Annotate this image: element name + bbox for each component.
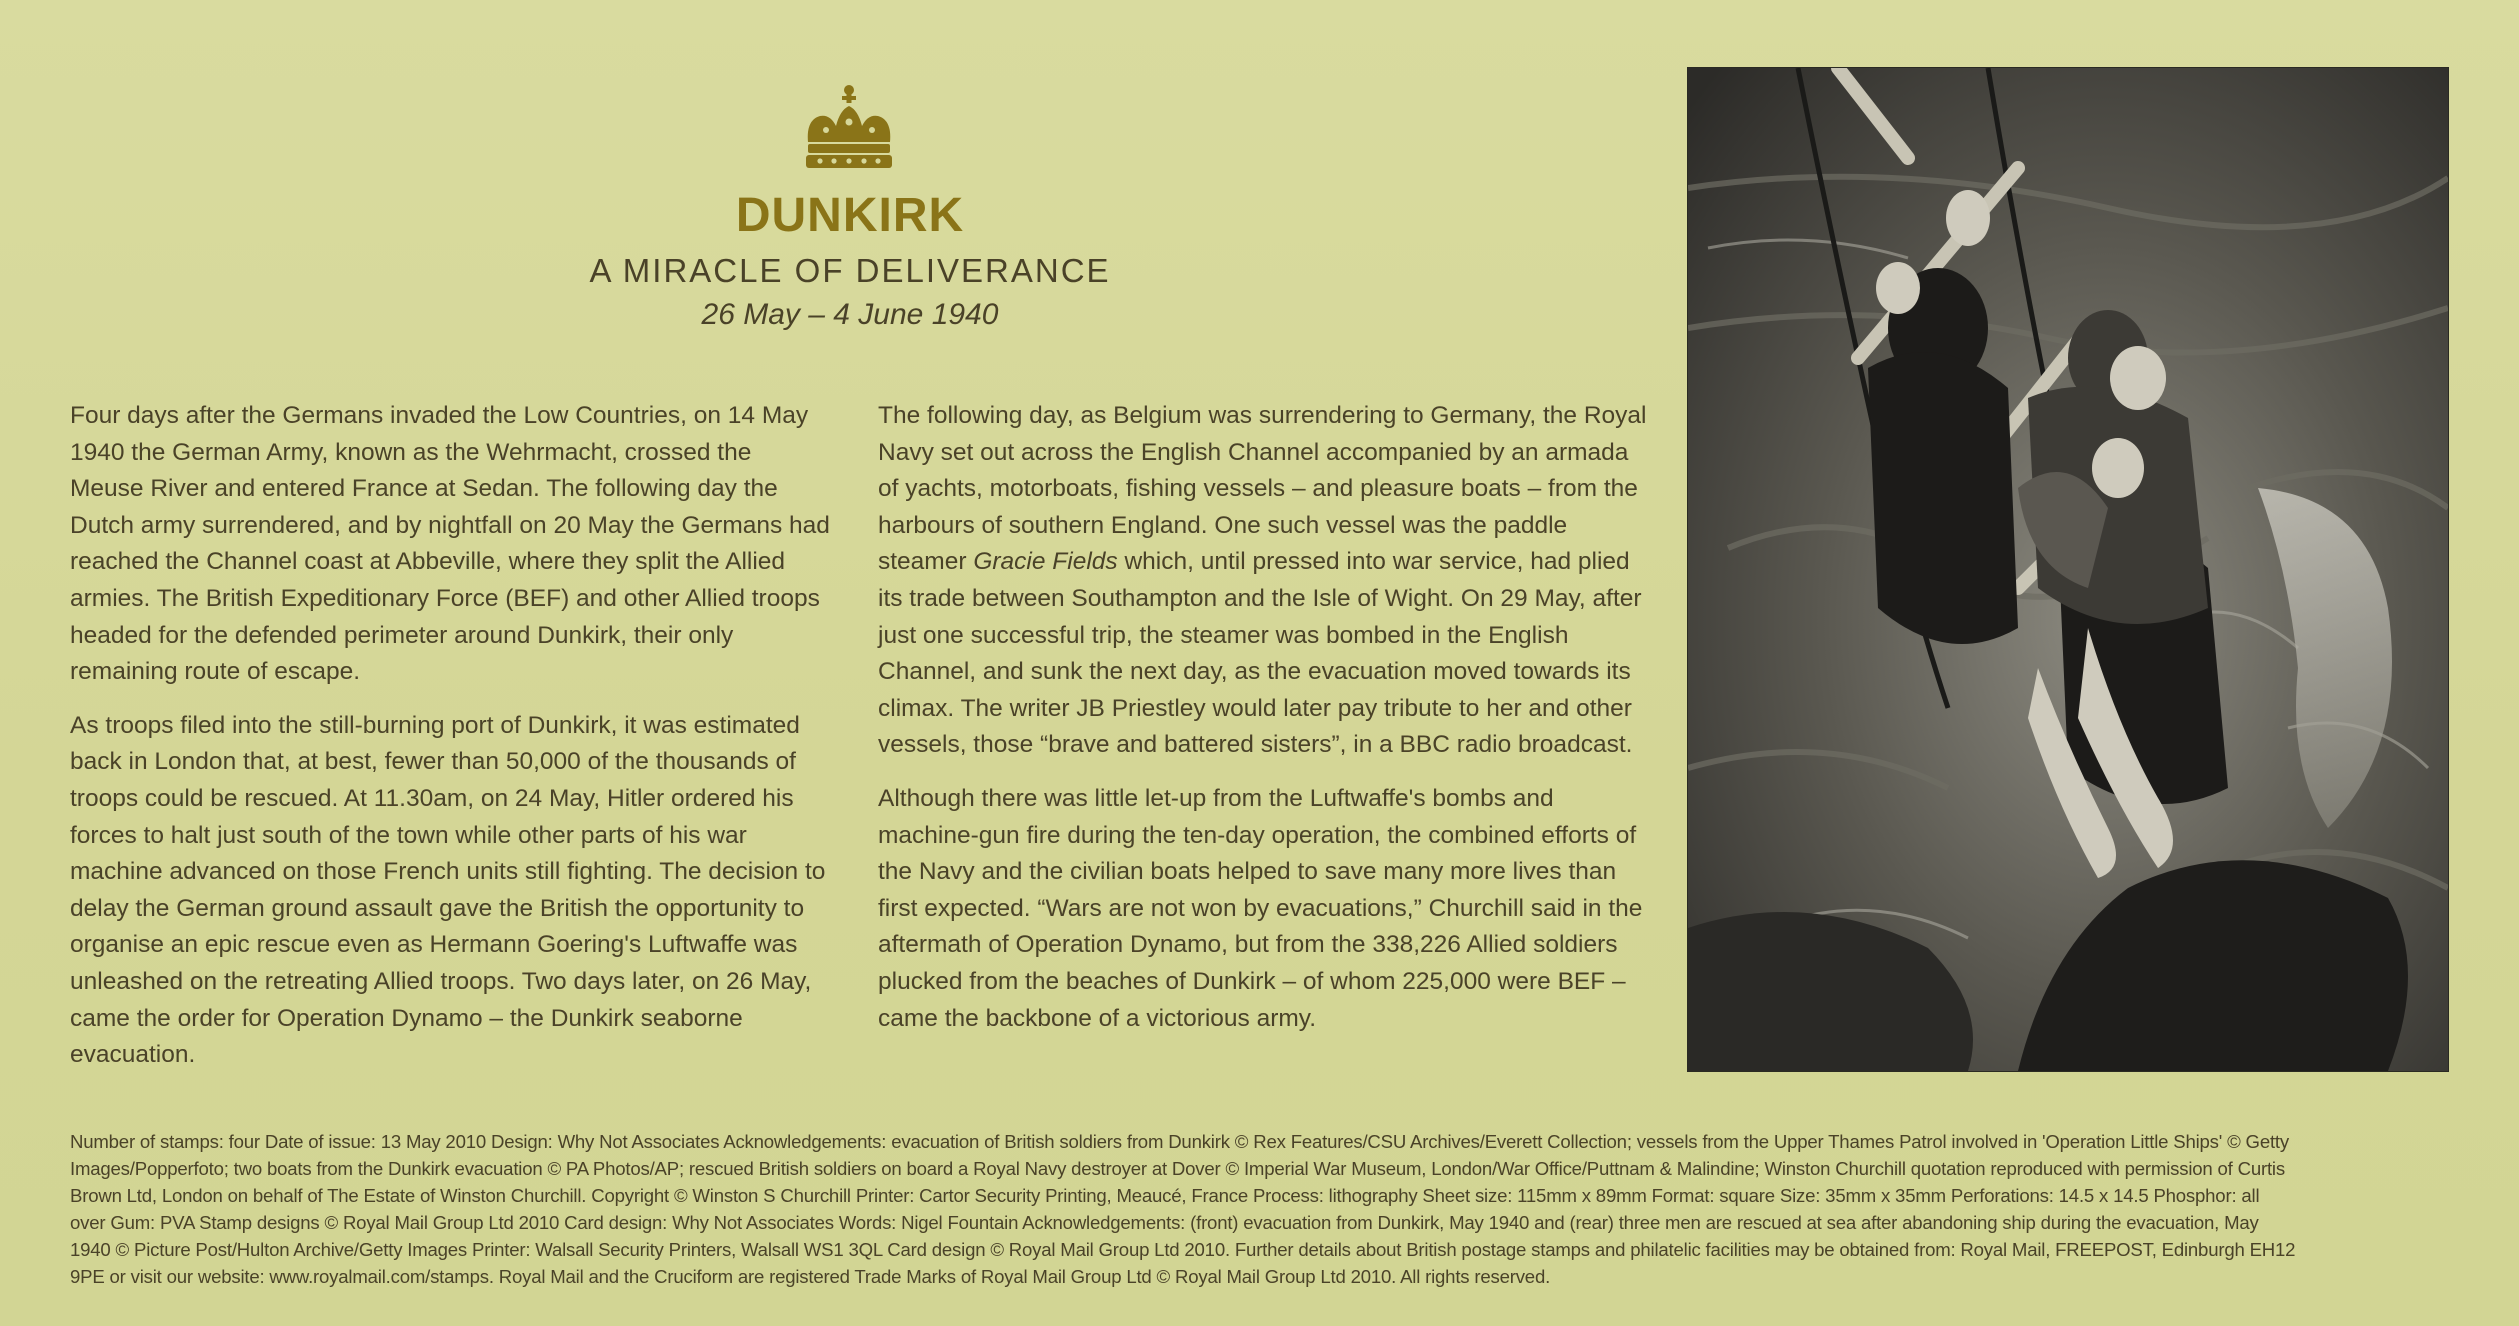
paragraph (878, 398, 1653, 764)
footer-line: Number of stamps: four Date of issue: 13 May 2010 Design: Why Not Associates Acknowledgements: evacuation of British soldiers from Dunkirk © Rex Features/CSU Archives/Everett Collection; vessels from the Upper Thames Patrol involved in 'Operation Little Ships' © Getty (70, 1131, 2289, 1152)
middle-text-column (878, 398, 1653, 1054)
photo-men-climbing-rope-ladder (1687, 67, 2449, 1072)
paragraph: As troops filed into the still-burning port of Dunkirk, it was estimated back in London that, at best, fewer than 50,000 of the thousands of troops could be rescued. At 11.30am, on 24 May, Hitler ordered his forces to halt just south of the town while other parts of his war machine advanced on those French units still fighting. The decision to delay the German ground assault gave the British the opportunity to organise an epic rescue even as Hermann Goering's Luftwaffe was unleashed on the retreating Allied troops. Two days later, on 26 May, came the order for Operation Dynamo – the Dunkirk seaborne evacuation. (70, 711, 826, 1069)
footer-line: Brown Ltd, London on behalf of The Estate of Winston Churchill. Copyright © Winston S Churchill Printer: Cartor Security Printing, Meaucé, France Process: lithography Sheet size: 115mm x 89mm Format: square Size: 35mm x 35mm Perforations: 14.5 x 14.5 Phosphor: all (70, 1185, 2260, 1206)
crown-icon (800, 84, 898, 170)
paragraph-text: which, until pressed into war service, had plied its trade between Southampton and the Isle of Wight. On 29 May, after just one successful trip, the steamer was bombed in the English Channel, and sunk the next day, as the evacuation moved towards its climax. The writer JB Priestley would later pay tribute to her and other vessels, those “brave and battered sisters”, in a BBC radio broadcast. (878, 548, 1642, 759)
paragraph: Four days after the Germans invaded the Low Countries, on 14 May 1940 the German Army, known as the Wehrmacht, crossed the Meuse River and entered France at Sedan. The following day the Dutch army surrendered, and by nightfall on 20 May the Germans had reached the Channel coast at Abbeville, where they split the Allied armies. The British Expeditionary Force (BEF) and other Allied troops headed for the defended perimeter around Dunkirk, their only remaining route of escape. (70, 402, 830, 686)
ship-name: Gracie Fields (973, 548, 1118, 576)
footer-line: Images/Popperfoto; two boats from the Dunkirk evacuation © PA Photos/AP; rescued British soldiers on board a Royal Navy destroyer at Dover © Imperial War Museum, London/War Office/Puttnam & Malindine; Winston Churchill quotation reproduced with permission of Curtis (70, 1158, 2285, 1179)
footer-line: over Gum: PVA Stamp designs © Royal Mail Group Ltd 2010 Card design: Why Not Associates Words: Nigel Fountain Acknowledgements: (front) evacuation from Dunkirk, May 1940 and (rear) three men are rescued at sea after abandoning ship during the evacuation, May (70, 1212, 2259, 1233)
date-range: 26 May – 4 June 1940 (701, 298, 999, 331)
page-subtitle: A MIRACLE OF DELIVERANCE (589, 252, 1111, 289)
left-text-column (70, 398, 830, 1091)
page-title: DUNKIRK (735, 189, 965, 242)
paragraph: Although there was little let-up from the Luftwaffe's bombs and machine-gun fire during the ten-day operation, the combined efforts of the Navy and the civilian boats helped to save many more lives than first expected. “Wars are not won by evacuations,” Churchill said in the aftermath of Operation Dynamo, but from the 338,226 Allied soldiers plucked from the beaches of Dunkirk – of whom 225,000 were BEF – came the backbone of a victorious army. (878, 784, 1643, 1032)
footer-credits (70, 1128, 2450, 1290)
footer-line: 9PE or visit our website: www.royalmail.com/stamps. Royal Mail and the Cruciform are registered Trade Marks of Royal Mail Group Ltd © Royal Mail Group Ltd 2010. All rights reserved. (70, 1266, 1551, 1287)
footer-line: 1940 © Picture Post/Hulton Archive/Getty Images Printer: Walsall Security Printers, Walsall WS1 3QL Card design © Royal Mail Group Ltd 2010. Further details about British postage stamps and philatelic facilities may be obtained from: Royal Mail, FREEPOST, Edinburgh EH12 (70, 1239, 2296, 1260)
paragraph-text: The following day, as Belgium was surrendering to Germany, the Royal Navy set out across the English Channel accompanied by an armada of yachts, motorboats, fishing vessels – and pleasure boats – from the harbours of southern England. One such vessel was the paddle steamer (878, 402, 1647, 576)
